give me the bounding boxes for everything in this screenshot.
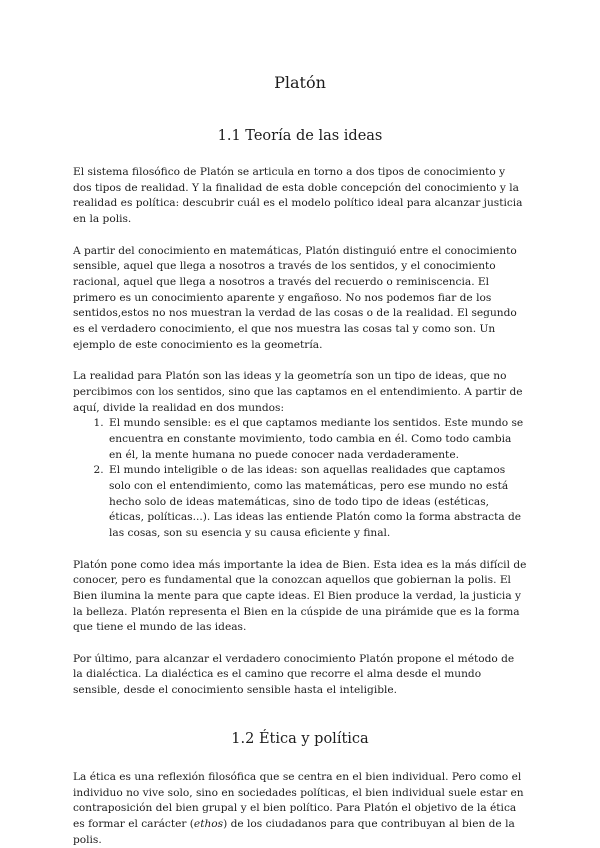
page-title: Platón bbox=[274, 73, 326, 92]
section-heading-etica: 1.2 Ética y política bbox=[231, 730, 369, 747]
paragraph bbox=[73, 770, 527, 848]
text-run: ) de los ciudadanos para que contribuyan al bien de la polis. bbox=[73, 817, 515, 846]
paragraph: El sistema filosófico de Platón se articula en torno a dos tipos de conocimiento y dos tipos de realidad. Y la finalidad de esta doble concepción del conocimiento y la realidad es política: descubrir cuál es el modelo político ideal para alcanzar justicia en la polis. bbox=[73, 166, 523, 226]
list-item: 2. El mundo inteligible o de las ideas: son aquellas realidades que captamos solo con el entendimiento, como las matemáticas, pero ese mundo no está hecho solo de ideas matemáticas, sino de todo tipo de ideas (estéticas, éticas, políticas...). Las ideas las entiende Platón como la forma abstracta de las cosas, son su esencia y su causa eficiente y final. bbox=[107, 463, 527, 542]
emphasis-ethos: ethos bbox=[193, 817, 224, 830]
worlds-list bbox=[73, 416, 527, 542]
paragraph: A partir del conocimiento en matemáticas, Platón distinguió entre el conocimiento sensible, aquel que llega a nosotros a través de los sentidos, y el conocimiento racional, aquel que llega a nosotros a través del recuerdo o reminiscencia. El primero es un conocimiento aparente y engañoso. No nos podemos fiar de los sentidos,estos no nos muestran la verdad de las cosas o de la realidad. El segundo es el verdadero conocimiento, el que nos muestra las cosas tal y como son. Un ejemplo de este conocimiento es la geometría. bbox=[73, 244, 517, 351]
paragraph: La realidad para Platón son las ideas y la geometría son un tipo de ideas, que no percibimos con los sentidos, sino que las captamos en el entendimiento. A partir de aquí, divide la realidad en dos mundos: bbox=[73, 370, 523, 414]
section-heading-teoria: 1.1 Teoría de las ideas bbox=[217, 128, 383, 144]
paragraph: Por último, para alcanzar el verdadero conocimiento Platón propone el método de la dialéctica. La dialéctica es el camino que recorre el alma desde el mundo sensible, desde el conocimiento sensible hasta el inteligible. bbox=[73, 652, 515, 697]
text-run: La ética es una reflexión filosófica que se centra en el bien individual. Pero como el individuo no vive solo, sino en sociedades políticas, el bien individual suele estar en contraposición del bien grupal y el bien político. Para Platón el objetivo de la ética es formar el carácter ( bbox=[73, 770, 524, 830]
list-item: 1. El mundo sensible: es el que captamos mediante los sentidos. Este mundo se encuentra en constante movimiento, todo cambia en él. Como todo cambia en él, la mente humana no puede conocer nada verdaderamente. bbox=[107, 416, 527, 463]
paragraph: Platón pone como idea más importante la idea de Bien. Esta idea es la más difícil de conocer, pero es fundamental que la conozcan aquellos que gobiernan la polis. El Bien ilumina la mente para que capte ideas. El Bien produce la verdad, la justicia y la belleza. Platón representa el Bien en la cúspide de una pirámide que es la forma que tiene el mundo de las ideas. bbox=[73, 558, 527, 634]
